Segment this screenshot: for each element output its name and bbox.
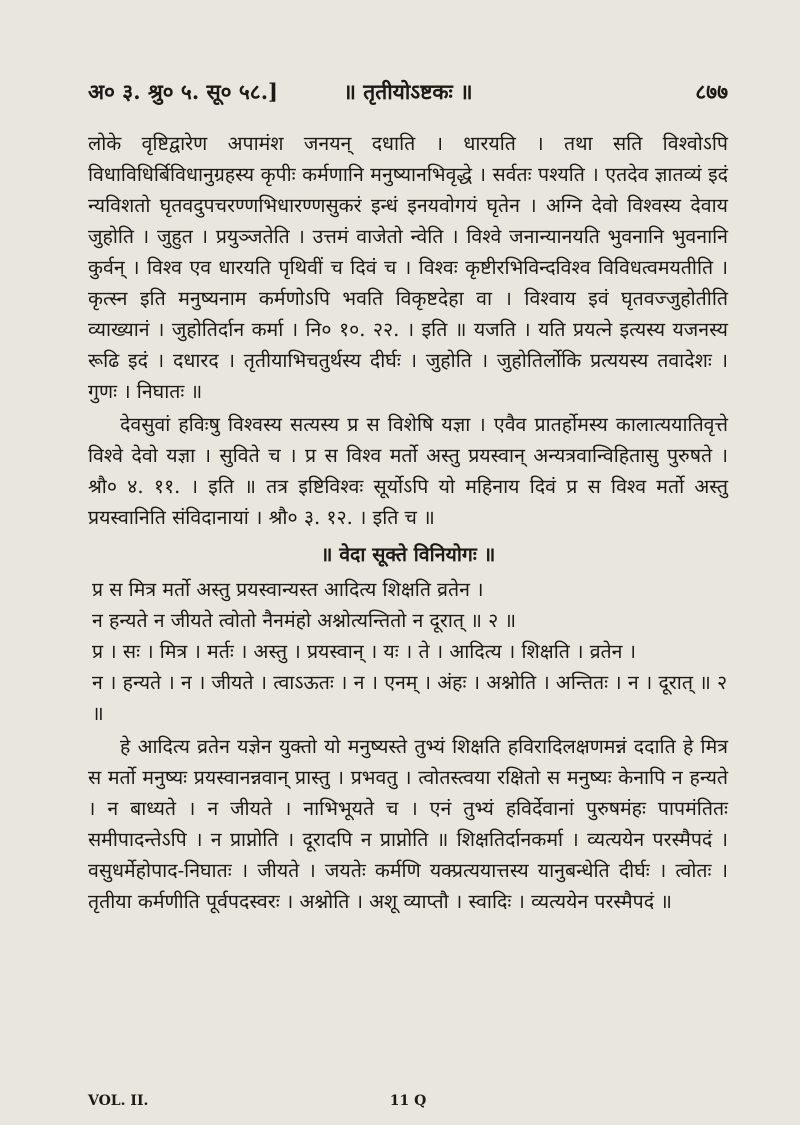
- page-body: [88, 128, 728, 917]
- running-header: [88, 78, 728, 108]
- commentary-paragraph-2: देवसुवां हविःषु विश्वस्य सत्यस्य प्र स विशेषि यज्ञा । एवैव प्रातर्होमस्य कालात्ययातिवृत्ते विश्वे देवो यज्ञा । सुविते च । प्र स विश्व मर्तो अस्तु प्रयस्वान् अन्यत्रवान्विहितासु पुरुषते । श्रौ० ४. ११. । इति ॥ तत्र इष्टिविश्वः सूर्योऽपि यो महिनाय दिवं प्र स विश्व मर्तो अस्तु प्रयस्वानिति संविदानायां । श्रौ० ३. १२. । इति च ॥: [88, 413, 728, 529]
- footer-signature: 11 Q: [389, 1093, 427, 1109]
- pada-line-1: प्र । सः । मित्र । मर्तः । अस्तु । प्रयस्वान् । यः । ते । आदित्य । शिक्षति । व्रतेन ।: [92, 640, 637, 663]
- footer-volume: VOL. II.: [88, 1093, 149, 1109]
- pada-line-2: न । हन्यते । न । जीयते । त्वाऽऊतः । न । एनम् । अंहः । अश्नोति । अन्तितः । न । दूरात् ॥ २ ॥: [92, 671, 728, 725]
- verse-line-1: प्र स मित्र मर्तो अस्तु प्रयस्वान्यस्त आदित्य शिक्षति व्रतेन ।: [92, 578, 484, 601]
- header-page-number: ८७७: [695, 79, 728, 104]
- header-section-ref: अ० ३. श्रु० ५. सू० ५८.]: [88, 79, 278, 104]
- verse-line-2: न हन्यते न जीयते त्वोतो नैनमंहो अश्नोत्यन्तितो न दूरात् ॥ २ ॥: [92, 609, 517, 632]
- section-title: ॥ वेदा सूक्ते विनियोगः ॥: [320, 543, 496, 566]
- commentary-paragraph-1: लोके वृष्टिद्वारेण अपामंश जनयन् दधाति । धारयति । तथा सति विश्वोऽपि विधाविधिर्बिविधानुग्रहस्य कृपीः कर्मणानि मनुष्यानभिवृद्धे । सर्वतः पश्यति । एतदेव ज्ञातव्यं इदं न्यविशतो घृतवदुपचरण्णभिधारण्णसुकरं इन्धं इनयवोगयं घृतेन । अग्नि देवो विश्वस्य देवाय जुहोति । जुहुत । प्रयुञ्जतेति । उत्तमं वाजेतो न्वेति । विश्वे जनान्यानयति भुवनानि भुवनानि कुर्वन् । विश्व एव धारयति पृथिवीं च दिवं च । विश्वः कृष्टीरभिविन्दविश्व विविधत्वमयतीति । कृत्स्न इति मनुष्यनाम कर्मणोऽपि भवति विकृष्टदेहा वा । विश्वाय इवं घृतवज्जुहोतीति व्याख्यानं । जुहोतिर्दान कर्मा । नि० १०. २२. । इति ॥ यजति । यति प्रयत्ने इत्यस्य यजनस्य रूढि इदं । दधारद । तृतीयाभिचतुर्थस्य दीर्घः । जुहोति । जुहोतिर्लोकि प्रत्ययस्य तवादेशः । गुणः । निघातः ॥: [88, 132, 728, 403]
- commentary-paragraph-3: हे आदित्य व्रतेन यज्ञेन युक्तो यो मनुष्यस्ते तुभ्यं शिक्षति हविरादिलक्षणमन्नं ददाति हे मित्र स मर्तो मनुष्यः प्रयस्वानन्नवान् प्रास्तु । प्रभवतु । त्वोतस्त्वया रक्षितो स मनुष्यः केनापि न हन्यते । न बाध्यते । न जीयते । नाभिभूयते च । एनं तुभ्यं हविर्देवानां पुरुषमंहः पापमंतितः समीपादन्तेऽपि । न प्राप्नोति । दूरादपि न प्राप्नोति ॥ शिक्षतिर्दानकर्मा । व्यत्ययेन परस्मैपदं । वसुधर्मेहोपाद-निघातः । जीयते । जयतेः कर्मणि यक्प्रत्ययात्तस्य यानुबन्धेति दीर्घः । त्वोतः । तृतीया कर्मणीति पूर्वपदस्वरः । अश्नोति । अशू व्याप्तौ । स्वादिः । व्यत्ययेन परस्मैपदं ॥: [88, 735, 728, 913]
- header-title: ॥ तृतीयोऽष्टकः ॥: [343, 79, 473, 104]
- page-footer: [88, 1093, 728, 1115]
